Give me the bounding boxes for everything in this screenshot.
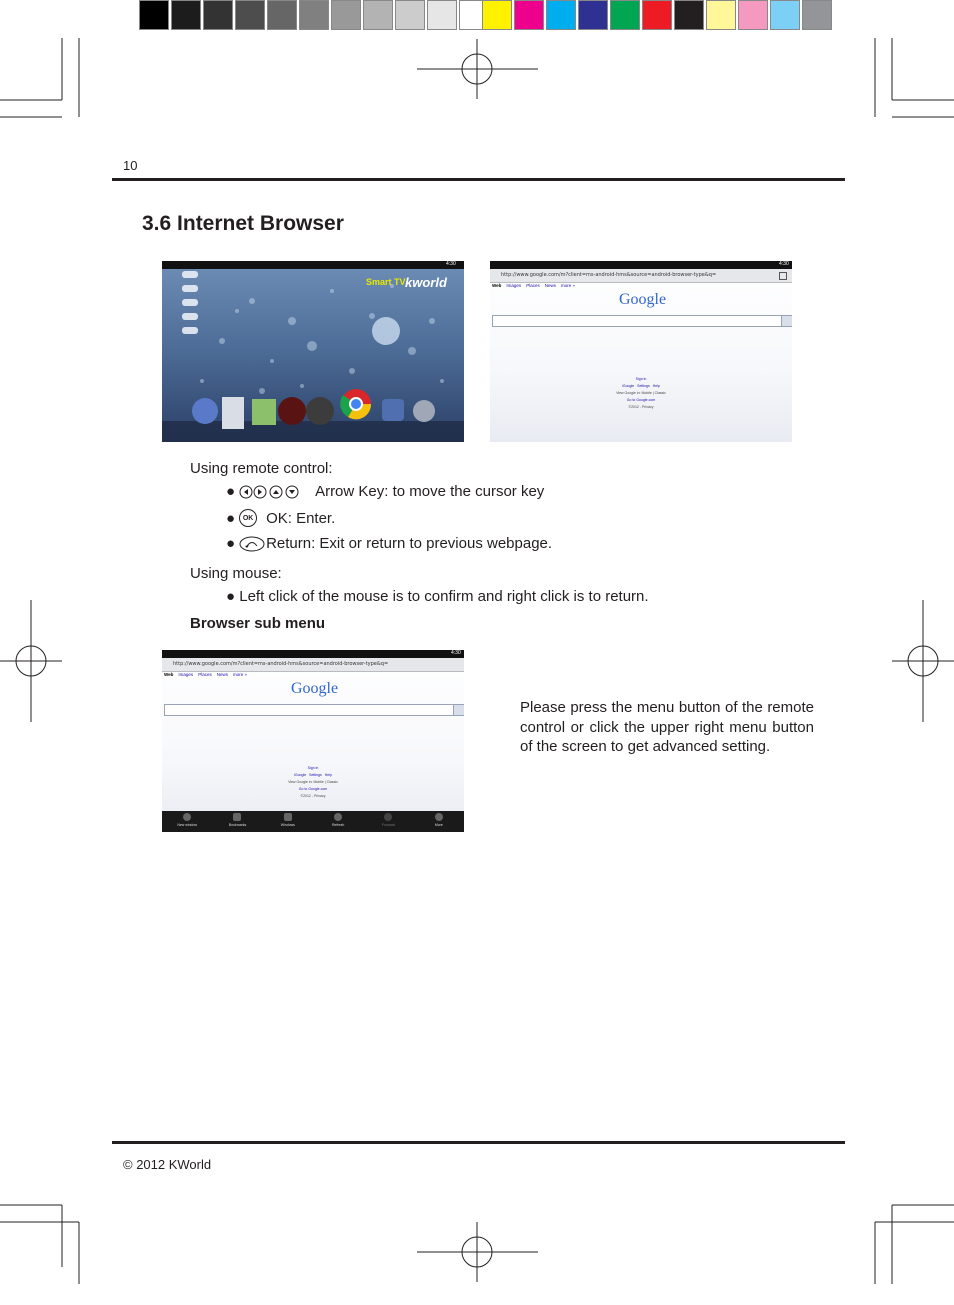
submenu-heading: Browser sub menu	[190, 615, 326, 632]
color-swatch	[514, 0, 544, 30]
help-link[interactable]: Help	[324, 773, 332, 777]
browser-menu-bar	[162, 811, 464, 832]
kworld-logo: kworld	[405, 275, 447, 290]
address-url[interactable]: http://www.google.com/m?client=ms-android-hms&source=android-browser-type&q=	[173, 661, 389, 667]
tab-images[interactable]: Images	[178, 672, 194, 677]
settings-link[interactable]: Settings	[309, 773, 322, 777]
color-swatch	[267, 0, 297, 30]
return-key-icon	[239, 536, 265, 552]
color-swatch	[203, 0, 233, 30]
ok-key-text: OK: Enter.	[266, 509, 336, 527]
search-tabs	[492, 283, 575, 288]
privacy-line: ©2012 - Privacy	[628, 405, 654, 409]
arrow-key-item	[226, 483, 544, 500]
google-logo: Google	[619, 291, 667, 308]
igoogle-link[interactable]: iGoogle	[622, 384, 635, 388]
google-com-link[interactable]: Go to Google.com	[626, 398, 656, 402]
process-calibration-bar	[482, 0, 834, 32]
igoogle-link[interactable]: iGoogle	[294, 773, 307, 777]
color-swatch	[482, 0, 512, 30]
color-swatch	[610, 0, 640, 30]
smart-tv-badge: Smart TV	[366, 277, 406, 287]
registration-target-top	[417, 39, 538, 99]
footer-links	[262, 765, 364, 800]
color-swatch	[235, 0, 265, 30]
color-swatch	[395, 0, 425, 30]
remote-heading: Using remote control:	[190, 460, 333, 477]
ok-key-icon	[239, 509, 257, 527]
return-key-text: Return: Exit or return to previous webpage.	[266, 535, 553, 552]
registration-target-bottom	[417, 1222, 538, 1282]
gray-calibration-bar	[139, 0, 491, 32]
color-swatch	[738, 0, 768, 30]
browser-menu-screenshot	[162, 650, 464, 832]
menu-bookmarks[interactable]: Bookmarks	[212, 811, 262, 832]
search-tabs	[164, 672, 247, 677]
mouse-heading: Using mouse:	[190, 565, 282, 582]
registration-target-left	[0, 600, 62, 722]
color-swatch	[770, 0, 800, 30]
color-swatch	[171, 0, 201, 30]
status-time: 4:30	[451, 650, 461, 656]
view-mode-line: View Google in: Mobile | Classic	[616, 391, 666, 395]
color-swatch	[674, 0, 704, 30]
submenu-paragraph: Please press the menu button of the remote control or click the upper right menu button of the screen to get advanced setting.	[520, 699, 814, 755]
settings-link[interactable]: Settings	[637, 384, 650, 388]
tab-images[interactable]: Images	[506, 283, 522, 288]
menu-new-window[interactable]: New window	[162, 811, 212, 832]
status-bar	[162, 650, 464, 658]
color-swatch	[642, 0, 672, 30]
color-swatch	[299, 0, 329, 30]
status-time: 4:30	[446, 261, 456, 267]
bullet: ●	[226, 509, 236, 527]
tab-more[interactable]: more »	[232, 672, 247, 677]
return-key-item	[226, 535, 552, 552]
address-url[interactable]: http://www.google.com/m?client=ms-android-hms&source=android-browser-type&q=	[501, 272, 717, 278]
color-swatch	[363, 0, 393, 30]
google-logo: Google	[291, 680, 339, 697]
mouse-text: ● Left click of the mouse is to confirm and right click is to return.	[226, 588, 649, 605]
ok-key-item	[226, 509, 335, 527]
tab-more[interactable]: more »	[560, 283, 575, 288]
menu-forward[interactable]: Forward	[363, 811, 413, 832]
bullet: ●	[226, 483, 236, 500]
browser-screenshot	[490, 261, 792, 442]
home-screen-screenshot	[162, 261, 464, 442]
search-input[interactable]	[492, 315, 782, 327]
settings-links	[590, 383, 692, 390]
color-swatch	[802, 0, 832, 30]
sign-in-link[interactable]: Sign in	[635, 377, 647, 381]
tab-places[interactable]: Places	[526, 283, 540, 288]
tab-web[interactable]: Web	[492, 283, 502, 288]
bullet: ●	[226, 535, 236, 552]
search-icon[interactable]	[453, 704, 464, 716]
sign-in-link[interactable]: Sign in	[307, 766, 319, 770]
search-input[interactable]	[164, 704, 454, 716]
menu-refresh[interactable]: Refresh	[313, 811, 363, 832]
tab-news[interactable]: News	[544, 283, 556, 288]
footer-rule	[112, 1141, 845, 1144]
google-com-link[interactable]: Go to Google.com	[298, 787, 328, 791]
menu-windows[interactable]: Windows	[263, 811, 313, 832]
color-swatch	[427, 0, 457, 30]
status-time: 4:30	[779, 261, 789, 267]
color-swatch	[578, 0, 608, 30]
tab-web[interactable]: Web	[164, 672, 174, 677]
help-link[interactable]: Help	[652, 384, 660, 388]
view-mode-line: View Google in: Mobile | Classic	[288, 780, 338, 784]
privacy-line: ©2012 - Privacy	[300, 794, 326, 798]
tab-news[interactable]: News	[216, 672, 228, 677]
page-number: 10	[123, 158, 138, 173]
registration-target-right	[892, 600, 954, 722]
color-swatch	[546, 0, 576, 30]
arrow-keys-icon	[239, 484, 311, 500]
bookmark-icon[interactable]	[779, 272, 787, 280]
header-rule	[112, 178, 845, 181]
tab-places[interactable]: Places	[198, 672, 212, 677]
search-icon[interactable]	[781, 315, 792, 327]
arrow-key-text: Arrow Key: to move the cursor key	[315, 483, 545, 500]
ok-key-label: OK	[242, 514, 254, 522]
color-swatch	[139, 0, 169, 30]
color-swatch	[331, 0, 361, 30]
menu-more[interactable]: More	[414, 811, 464, 832]
footer-links	[590, 376, 692, 411]
color-swatch	[706, 0, 736, 30]
settings-links	[262, 772, 364, 779]
footer-copyright: © 2012 KWorld	[123, 1157, 212, 1172]
section-title: 3.6 Internet Browser	[142, 212, 344, 235]
status-bar	[490, 261, 792, 269]
